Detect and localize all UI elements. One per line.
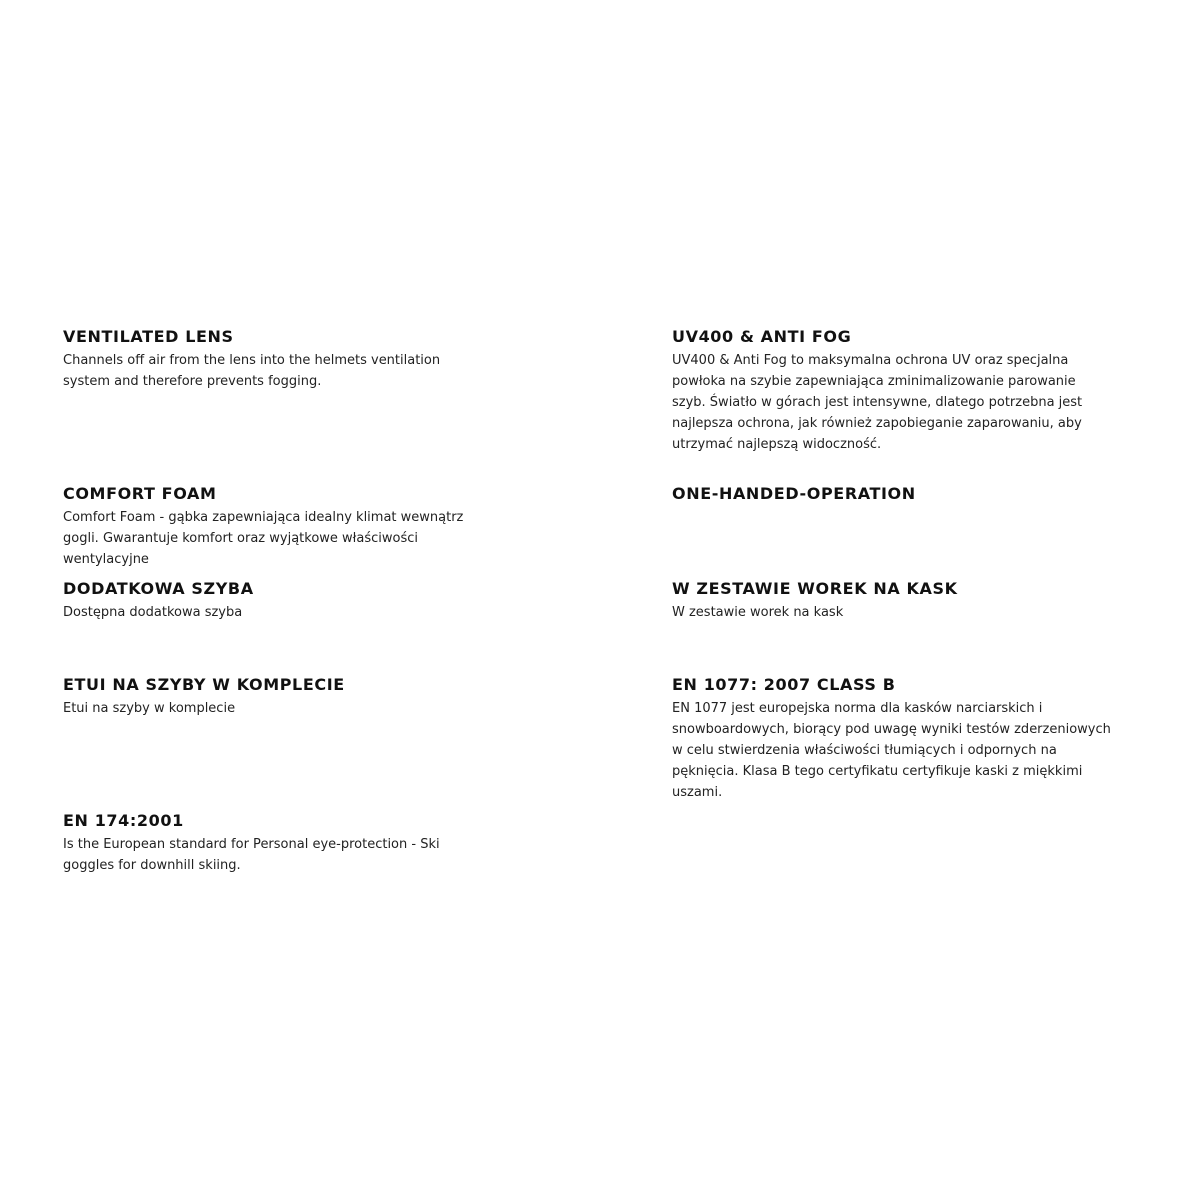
feature-description: Comfort Foam - gąbka zapewniająca idealny klimat wewnątrz gogli. Gwarantuje komfort oraz wyjątkowe właściwości wentylacyjne bbox=[63, 510, 464, 567]
feature-description: Is the European standard for Personal eye-protection - Ski goggles for downhill skiing. bbox=[63, 837, 440, 873]
feature-uv400-anti-fog bbox=[672, 327, 1112, 455]
feature-title: UV400 & ANTI FOG bbox=[672, 327, 852, 346]
feature-en-1077 bbox=[672, 675, 1112, 803]
feature-description: Channels off air from the lens into the helmets ventilation system and therefore prevents fogging. bbox=[63, 353, 441, 389]
feature-title: DODATKOWA SZYBA bbox=[63, 579, 254, 598]
feature-ventilated-lens bbox=[63, 327, 503, 392]
feature-title: ONE-HANDED-OPERATION bbox=[672, 484, 916, 503]
feature-title: W ZESTAWIE WOREK NA KASK bbox=[672, 579, 958, 598]
feature-en-174 bbox=[63, 811, 503, 876]
feature-title: COMFORT FOAM bbox=[63, 484, 217, 503]
feature-comfort-foam bbox=[63, 484, 503, 570]
feature-one-handed-operation bbox=[672, 484, 1112, 507]
feature-title: EN 1077: 2007 CLASS B bbox=[672, 675, 896, 694]
feature-etui-na-szyby bbox=[63, 675, 503, 719]
feature-description: W zestawie worek na kask bbox=[672, 605, 844, 620]
feature-description: Etui na szyby w komplecie bbox=[63, 701, 236, 716]
feature-title: EN 174:2001 bbox=[63, 811, 184, 830]
feature-title: VENTILATED LENS bbox=[63, 327, 234, 346]
feature-worek-na-kask bbox=[672, 579, 1112, 623]
feature-title: ETUI NA SZYBY W KOMPLECIE bbox=[63, 675, 345, 694]
feature-description: UV400 & Anti Fog to maksymalna ochrona UV oraz specjalna powłoka na szybie zapewniająca zminimalizowanie parowanie szyb. Światło w górach jest intensywne, dlatego potrzebna jest najlepsza ochrona, jak również zapobieganie zaparowaniu, aby utrzymać najlepszą widoczność. bbox=[672, 353, 1083, 452]
feature-description: EN 1077 jest europejska norma dla kasków narciarskich i snowboardowych, biorący pod uwagę wyniki testów zderzeniowych w celu stwierdzenia właściwości tłumiących i odpornych na pęknięcia. Klasa B tego certyfikatu certyfikuje kaski z miękkimi uszami. bbox=[672, 701, 1111, 800]
feature-description: Dostępna dodatkowa szyba bbox=[63, 605, 243, 620]
feature-dodatkowa-szyba bbox=[63, 579, 503, 623]
